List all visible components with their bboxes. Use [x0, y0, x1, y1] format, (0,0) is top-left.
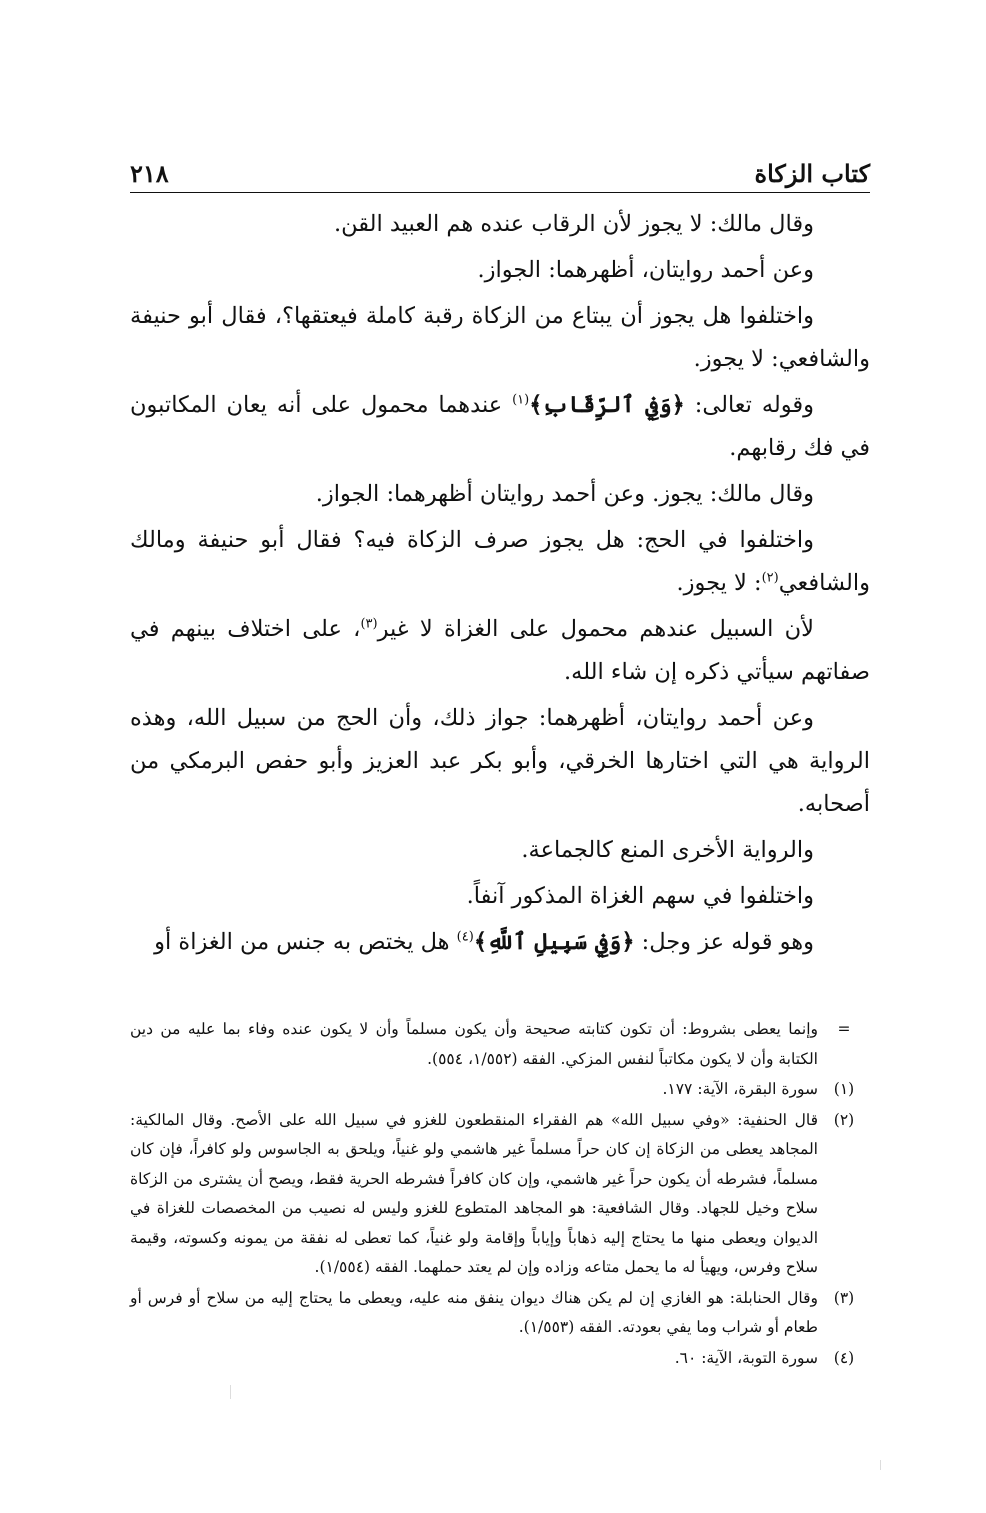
- quran-verse: ﴿وَفِي سَبِيلِ ٱللَّهِ﴾: [473, 929, 635, 955]
- paragraph: [130, 384, 870, 470]
- paragraph: والرواية الأخرى المنع كالجماعة.: [521, 837, 814, 863]
- footnote: [130, 1015, 870, 1074]
- quran-verse: ﴿وَفِي ٱلرِّقَابِ﴾: [529, 392, 685, 418]
- text-run: هل يختص به جنس من الغزاة أو: [154, 929, 457, 955]
- paragraph: وقال مالك: يجوز. وعن أحمد روايتان أظهرهما: الجواز.: [315, 481, 814, 507]
- footnote-mark: (٢): [833, 1110, 855, 1129]
- footnote-ref: (٤): [456, 929, 474, 945]
- text-run: لأن السبيل عندهم محمول على الغزاة لا غير: [377, 616, 814, 642]
- book-page: [130, 150, 870, 1374]
- footnote-text: وقال الحنابلة: هو الغازي إن لم يكن هناك ديوان ينفق منه عليه، ويعطى ما يحتاج إليه من سلاح أو فرس أو طعام أو شراب وما يفي بعودته. الفقه (١/٥٥٣).: [130, 1288, 818, 1336]
- page-number: ٢١٨: [130, 159, 169, 188]
- footnote-mark: (١): [833, 1080, 855, 1098]
- text-run: وقوله تعالى:: [684, 392, 814, 418]
- paragraph: [130, 519, 870, 605]
- paragraph: [130, 608, 870, 694]
- text-run: ، على اختلاف بينهم في صفاتهم سيأتي ذكره إن شاء الله.: [130, 616, 870, 685]
- main-text: [130, 203, 870, 964]
- footnote: [130, 1284, 870, 1343]
- footnote-mark: (٤): [833, 1348, 855, 1367]
- footnote-text: سورة التوبة، الآية: ٦٠.: [674, 1348, 818, 1367]
- book-title: كتاب الزكاة: [754, 159, 870, 188]
- paragraph: [130, 921, 870, 964]
- footnote: [130, 1106, 870, 1283]
- text-run: واختلفوا في الحج: هل يجوز صرف الزكاة فيه؟ فقال أبو حنيفة ومالك والشافعي: [130, 527, 870, 596]
- paragraph: وعن أحمد روايتان، أظهرهما: جواز ذلك، وأن الحج من سبيل الله، وهذه الرواية هي التي اختارها الخرقي، وأبو بكر عبد العزيز وأبو حفص البرمكي من أصحابه.: [130, 705, 870, 817]
- footnote-gap: [130, 967, 870, 1009]
- running-header: [130, 150, 870, 193]
- paragraph: وقال مالك: لا يجوز لأن الرقاب عنده هم العبيد القن.: [333, 211, 814, 237]
- scan-speck: [230, 1385, 231, 1399]
- paragraph: وعن أحمد روايتان، أظهرهما: الجواز.: [477, 257, 814, 283]
- footnote-text: سورة البقرة، الآية: ١٧٧.: [662, 1080, 818, 1098]
- footnote-ref: (١): [512, 392, 530, 408]
- footnote-text: وإنما يعطى بشروط: أن تكون كتابته صحيحة وأن يكون مسلماً وأن لا يكون عنده وفاء بما عليه من دين الكتابة وأن لا يكون مكاتباً لنفس المزكي. الفقه (١/٥٥٢، ٥٥٤).: [130, 1020, 818, 1068]
- footnote-mark: =: [837, 1020, 851, 1038]
- paragraph: واختلفوا في سهم الغزاة المذكور آنفاً.: [466, 883, 814, 909]
- text-run: : لا يجوز.: [676, 570, 762, 596]
- footnote: [130, 1344, 870, 1374]
- footnote: [130, 1075, 870, 1105]
- footnotes: [130, 1015, 870, 1373]
- scan-speck: [880, 1460, 881, 1470]
- footnote-ref: (٣): [360, 616, 378, 632]
- text-run: عندهما محمول على أنه يعان المكاتبون في فك رقابهم.: [130, 392, 870, 461]
- footnote-ref: (٢): [761, 570, 779, 586]
- footnote-text: قال الحنفية: «وفي سبيل الله» هم الفقراء المنقطعون للغزو في سبيل الله على الأصح. وقال المالكية: المجاهد يعطى من الزكاة إن كان حراً مسلماً غير هاشمي ولو غنياً، ويلحق به الجاسوس ولو كافراً، فإن كان مسلماً، فشرطه أن يكون حراً غير هاشمي، وإن كان كافراً فشرطه الحرية فقط، ويصح أن يشترى من الزكاة سلاح وخيل للجهاد. وقال الشافعية: هو المجاهد المتطوع للغزو وليس له نصيب من المخصصات للغزاة في الديوان ويعطى منها ما يحتاج إليه ذهاباً وإياباً وإقامة ولو غنياً، كما تعطى له نفقة من يمونه وكسوته، وقيمة سلاح وفرس، ويهيأ له ما يحمل متاعه وزاده وإن لم يعتد حملهما. الفقه (١/٥٥٤).: [130, 1110, 818, 1276]
- footnote-mark: (٣): [833, 1288, 855, 1307]
- paragraph: واختلفوا هل يجوز أن يبتاع من الزكاة رقبة كاملة فيعتقها؟، فقال أبو حنيفة والشافعي: لا يجوز.: [130, 303, 870, 372]
- text-run: وهو قوله عز وجل:: [634, 929, 814, 955]
